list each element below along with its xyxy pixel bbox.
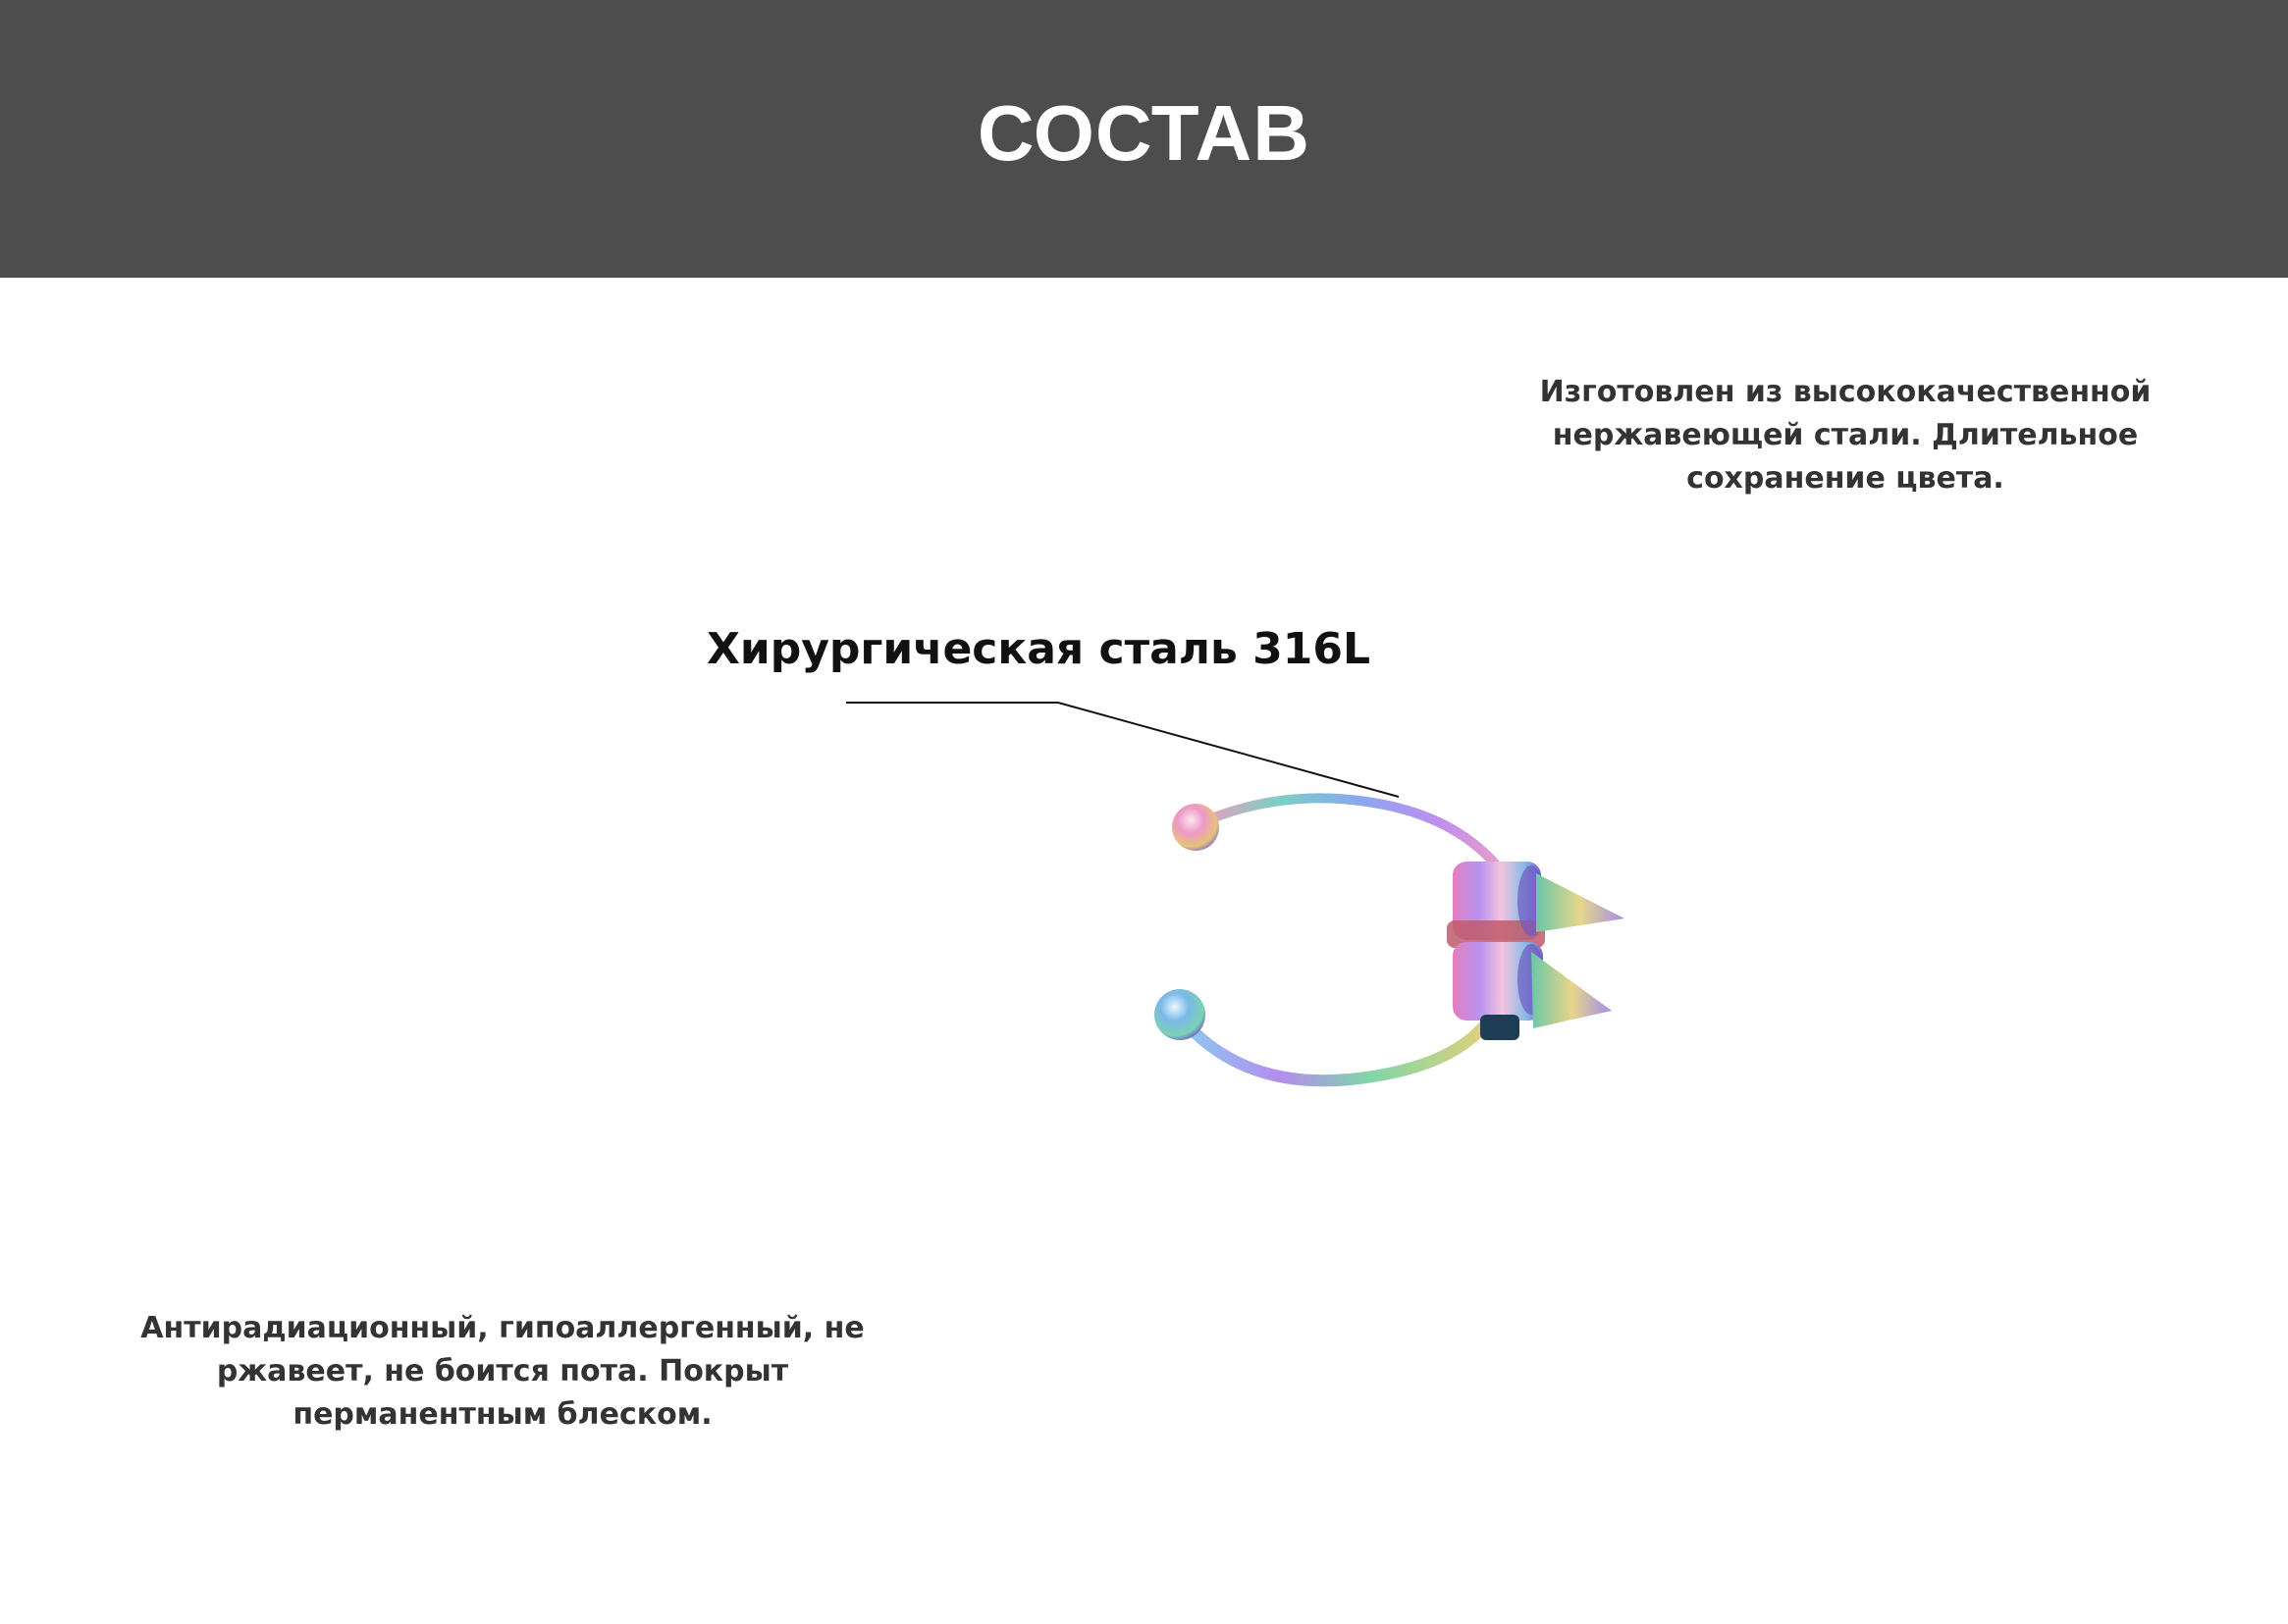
page-title: СОСТАВ (977, 89, 1311, 177)
callout-label: Хирургическая сталь 316L (707, 624, 1371, 674)
description-top-line: сохранение цвета. (1686, 461, 2004, 496)
description-top-line: нержавеющей стали. Длительное (1552, 418, 2139, 452)
description-top-line: Изготовлен из высококачественной (1539, 375, 2152, 409)
description-bottom (110, 1307, 895, 1437)
product-image (1090, 775, 1639, 1128)
description-bottom-line: ржавеет, не боится пота. Покрыт (216, 1354, 789, 1388)
description-bottom-line: Антирадиационный, гипоаллергенный, не (140, 1311, 865, 1345)
description-bottom-line: перманентным блеском. (293, 1397, 713, 1432)
